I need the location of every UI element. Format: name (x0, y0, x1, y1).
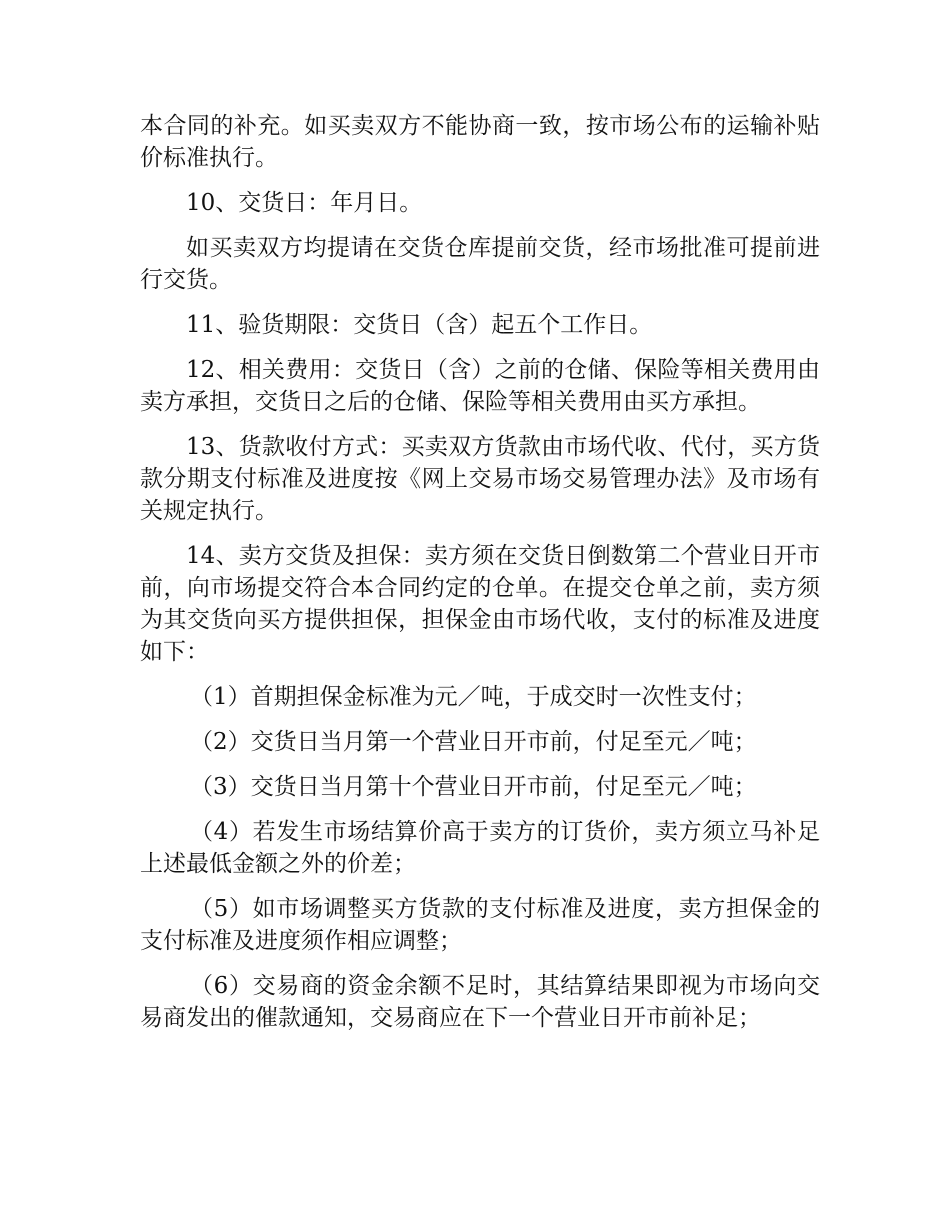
paragraph-clause-12: 12、相关费用：交货日（含）之前的仓储、保险等相关费用由卖方承担，交货日之后的仓储、保险等相关费用由买方承担。 (140, 357, 820, 415)
paragraph-continuation: 本合同的补充。如买卖双方不能协商一致，按市场公布的运输补贴价标准执行。 (140, 113, 820, 171)
paragraph-clause-10: 10、交货日：年月日。 (186, 190, 423, 216)
paragraph-clause-10-early-delivery: 如买卖双方均提请在交货仓库提前交货，经市场批准可提前进行交货。 (140, 235, 820, 293)
paragraph-clause-13: 13、货款收付方式：买卖双方货款由市场代收、代付，买方货款分期支付标准及进度按《网上交易市场交易管理办法》及市场有关规定执行。 (140, 434, 820, 524)
paragraph-clause-14-item-5: （5）如市场调整买方货款的支付标准及进度，卖方担保金的支付标准及进度须作相应调整； (140, 896, 820, 954)
paragraph-clause-14-item-1: （1）首期担保金标准为元／吨，于成交时一次性支付； (190, 684, 757, 710)
paragraph-clause-11: 11、验货期限：交货日（含）起五个工作日。 (186, 312, 653, 338)
document-body (140, 110, 820, 1047)
paragraph-clause-14-item-6: （6）交易商的资金余额不足时，其结算结果即视为市场向交易商发出的催款通知，交易商应在下一个营业日开市前补足； (140, 973, 820, 1031)
paragraph-clause-14: 14、卖方交货及担保：卖方须在交货日倒数第二个营业日开市前，向市场提交符合本合同约定的仓单。在提交仓单之前，卖方须为其交货向买方提供担保，担保金由市场代收，支付的标准及进度如下： (140, 543, 820, 665)
paragraph-clause-14-item-3: （3）交货日当月第十个营业日开市前，付足至元／吨； (190, 774, 757, 800)
paragraph-clause-14-item-2: （2）交货日当月第一个营业日开市前，付足至元／吨； (190, 729, 757, 755)
paragraph-clause-14-item-4: （4）若发生市场结算价高于卖方的订货价，卖方须立马补足上述最低金额之外的价差； (140, 819, 820, 877)
